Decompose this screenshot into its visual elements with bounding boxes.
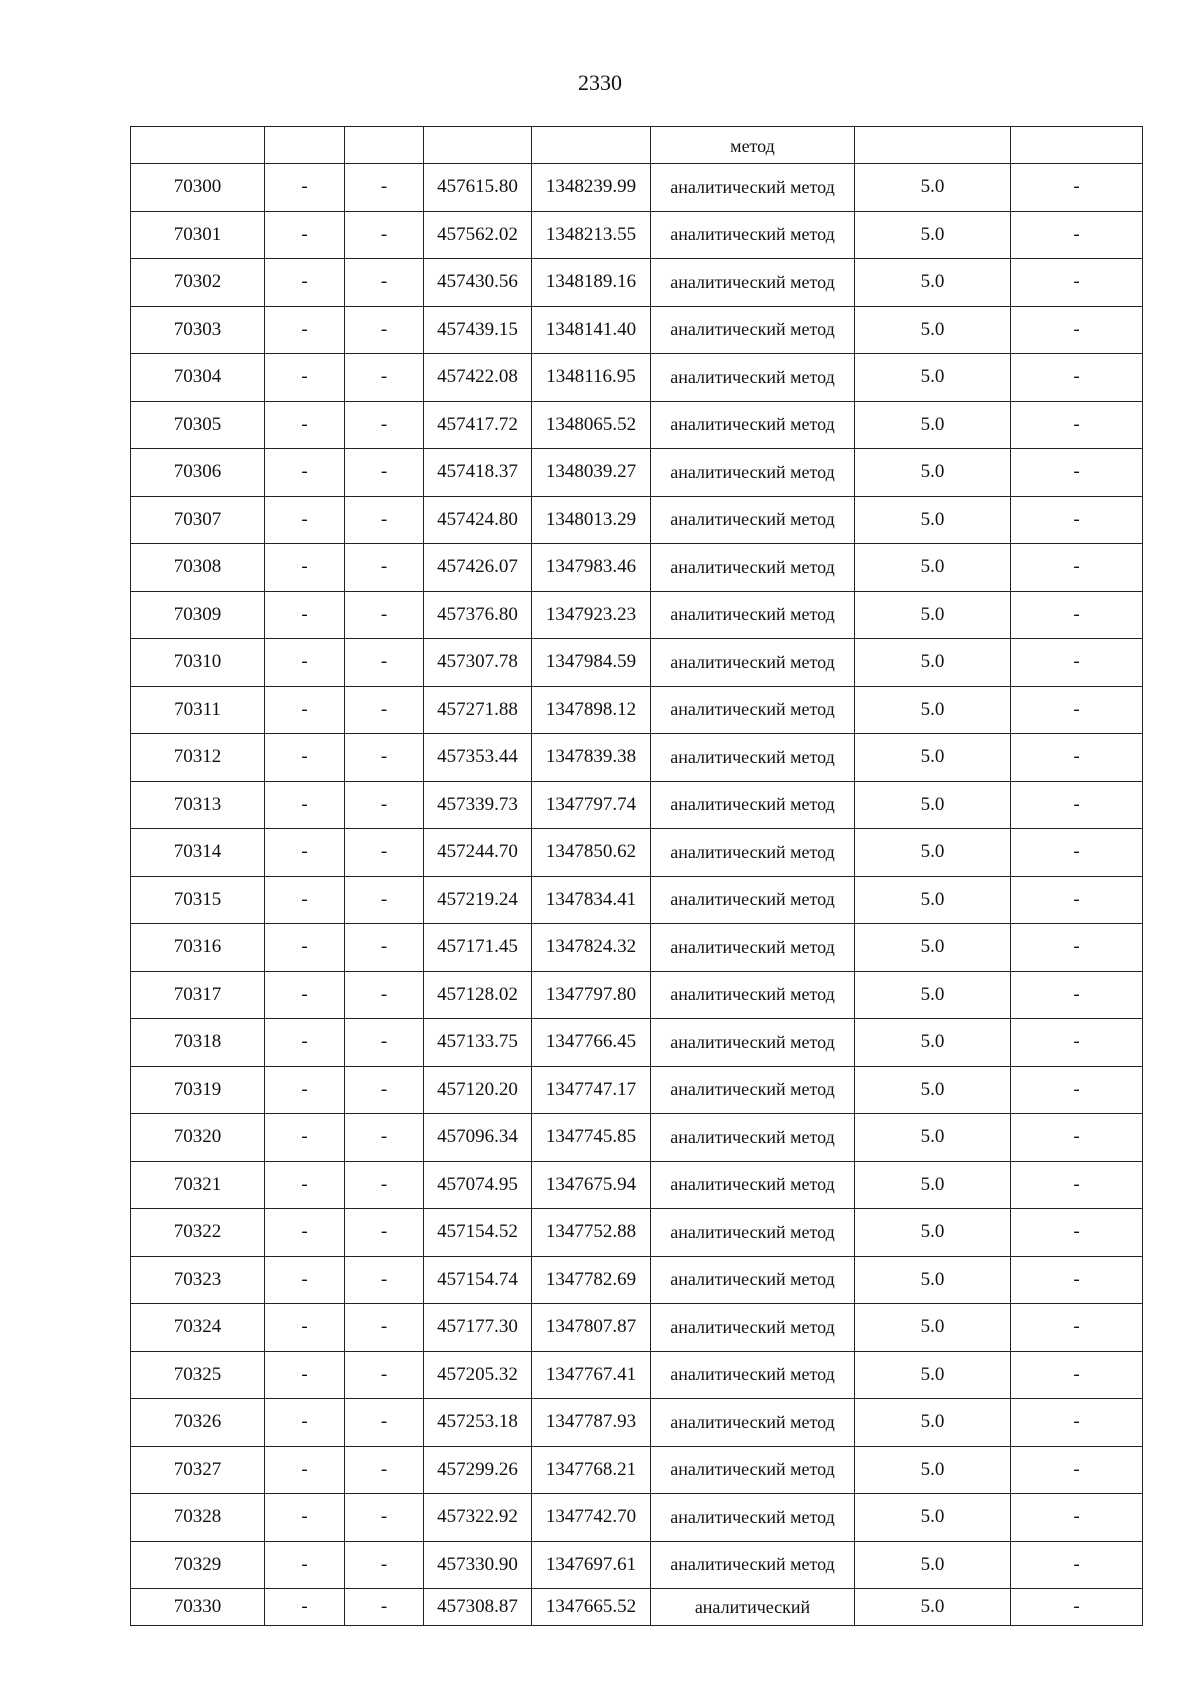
dash-cell: - [345, 1589, 424, 1626]
note-cell: - [1011, 971, 1143, 1019]
dash-cell: - [265, 876, 345, 924]
y-coordinate-cell: 1347797.74 [532, 781, 651, 829]
x-coordinate-cell: 457120.20 [424, 1066, 532, 1114]
dash-cell: - [345, 924, 424, 972]
table-cell [265, 127, 345, 164]
note-cell: - [1011, 449, 1143, 497]
table-row [131, 734, 1143, 782]
accuracy-cell: 5.0 [855, 1066, 1011, 1114]
method-cell: аналитический метод [651, 449, 855, 497]
point-number-cell: 70315 [131, 876, 265, 924]
page-number: 2330 [578, 70, 622, 95]
table-row [131, 544, 1143, 592]
accuracy-cell: 5.0 [855, 734, 1011, 782]
accuracy-cell: 5.0 [855, 1589, 1011, 1626]
x-coordinate-cell: 457133.75 [424, 1019, 532, 1067]
table-row [131, 1209, 1143, 1257]
accuracy-cell: 5.0 [855, 1209, 1011, 1257]
dash-cell: - [265, 544, 345, 592]
y-coordinate-cell: 1347747.17 [532, 1066, 651, 1114]
y-coordinate-cell: 1348141.40 [532, 306, 651, 354]
point-number-cell: 70320 [131, 1114, 265, 1162]
table-row [131, 829, 1143, 877]
dash-cell: - [265, 781, 345, 829]
accuracy-cell: 5.0 [855, 1494, 1011, 1542]
y-coordinate-cell: 1347752.88 [532, 1209, 651, 1257]
note-cell: - [1011, 1446, 1143, 1494]
method-cell: аналитический метод [651, 306, 855, 354]
method-cell: аналитический метод [651, 829, 855, 877]
point-number-cell: 70302 [131, 259, 265, 307]
accuracy-cell: 5.0 [855, 1019, 1011, 1067]
y-coordinate-cell: 1347839.38 [532, 734, 651, 782]
dash-cell: - [345, 259, 424, 307]
note-cell: - [1011, 1161, 1143, 1209]
x-coordinate-cell: 457307.78 [424, 639, 532, 687]
y-coordinate-cell: 1347797.80 [532, 971, 651, 1019]
method-cell: аналитический метод [651, 971, 855, 1019]
method-cell: аналитический метод [651, 1494, 855, 1542]
point-number-cell: 70321 [131, 1161, 265, 1209]
table-cell [424, 127, 532, 164]
point-number-cell: 70314 [131, 829, 265, 877]
note-cell: - [1011, 781, 1143, 829]
continuation-row [131, 127, 1143, 164]
dash-cell: - [345, 401, 424, 449]
table-row [131, 1399, 1143, 1447]
note-cell: - [1011, 1541, 1143, 1589]
accuracy-cell: 5.0 [855, 781, 1011, 829]
note-cell: - [1011, 354, 1143, 402]
point-number-cell: 70323 [131, 1256, 265, 1304]
method-cell: аналитический метод [651, 164, 855, 212]
point-number-cell: 70301 [131, 211, 265, 259]
y-coordinate-cell: 1347745.85 [532, 1114, 651, 1162]
note-cell: - [1011, 686, 1143, 734]
accuracy-cell: 5.0 [855, 164, 1011, 212]
y-coordinate-cell: 1348213.55 [532, 211, 651, 259]
point-number-cell: 70311 [131, 686, 265, 734]
method-cell: аналитический метод [651, 544, 855, 592]
note-cell: - [1011, 1399, 1143, 1447]
dash-cell: - [345, 1351, 424, 1399]
x-coordinate-cell: 457205.32 [424, 1351, 532, 1399]
x-coordinate-cell: 457308.87 [424, 1589, 532, 1626]
accuracy-cell: 5.0 [855, 876, 1011, 924]
accuracy-cell: 5.0 [855, 211, 1011, 259]
dash-cell: - [265, 734, 345, 782]
point-number-cell: 70317 [131, 971, 265, 1019]
point-number-cell: 70310 [131, 639, 265, 687]
dash-cell: - [345, 306, 424, 354]
x-coordinate-cell: 457171.45 [424, 924, 532, 972]
method-cell: аналитический метод [651, 1541, 855, 1589]
table-row [131, 1589, 1143, 1626]
table-row [131, 164, 1143, 212]
x-coordinate-cell: 457154.74 [424, 1256, 532, 1304]
table-row [131, 1114, 1143, 1162]
dash-cell: - [265, 259, 345, 307]
dash-cell: - [265, 639, 345, 687]
note-cell: - [1011, 496, 1143, 544]
note-cell: - [1011, 639, 1143, 687]
note-cell: - [1011, 734, 1143, 782]
note-cell: - [1011, 924, 1143, 972]
dash-cell: - [265, 164, 345, 212]
dash-cell: - [265, 591, 345, 639]
point-number-cell: 70304 [131, 354, 265, 402]
table-row [131, 496, 1143, 544]
method-cell: аналитический метод [651, 401, 855, 449]
y-coordinate-cell: 1348189.16 [532, 259, 651, 307]
x-coordinate-cell: 457074.95 [424, 1161, 532, 1209]
point-number-cell: 70303 [131, 306, 265, 354]
table-cell [345, 127, 424, 164]
accuracy-cell: 5.0 [855, 591, 1011, 639]
x-coordinate-cell: 457426.07 [424, 544, 532, 592]
x-coordinate-cell: 457330.90 [424, 1541, 532, 1589]
note-cell: - [1011, 259, 1143, 307]
table-cell [532, 127, 651, 164]
method-cell: аналитический метод [651, 1114, 855, 1162]
dash-cell: - [265, 401, 345, 449]
accuracy-cell: 5.0 [855, 1399, 1011, 1447]
point-number-cell: 70330 [131, 1589, 265, 1626]
y-coordinate-cell: 1347787.93 [532, 1399, 651, 1447]
dash-cell: - [345, 734, 424, 782]
dash-cell: - [345, 211, 424, 259]
dash-cell: - [265, 829, 345, 877]
method-cell: аналитический метод [651, 924, 855, 972]
x-coordinate-cell: 457562.02 [424, 211, 532, 259]
y-coordinate-cell: 1347665.52 [532, 1589, 651, 1626]
dash-cell: - [345, 449, 424, 497]
table-row [131, 1541, 1143, 1589]
point-number-cell: 70322 [131, 1209, 265, 1257]
note-cell: - [1011, 1494, 1143, 1542]
note-cell: - [1011, 1114, 1143, 1162]
method-cell: аналитический метод [651, 1446, 855, 1494]
method-cell: аналитический метод [651, 686, 855, 734]
table-row [131, 686, 1143, 734]
coordinates-table [130, 126, 1143, 1626]
dash-cell: - [265, 1019, 345, 1067]
x-coordinate-cell: 457271.88 [424, 686, 532, 734]
dash-cell: - [265, 354, 345, 402]
note-cell: - [1011, 544, 1143, 592]
dash-cell: - [345, 354, 424, 402]
accuracy-cell: 5.0 [855, 1161, 1011, 1209]
table-row [131, 924, 1143, 972]
dash-cell: - [265, 1114, 345, 1162]
table-row [131, 1304, 1143, 1352]
note-cell: - [1011, 1589, 1143, 1626]
table-row [131, 354, 1143, 402]
method-cell: аналитический метод [651, 734, 855, 782]
method-cell: аналитический метод [651, 259, 855, 307]
accuracy-cell: 5.0 [855, 259, 1011, 307]
table-row [131, 211, 1143, 259]
table-row [131, 259, 1143, 307]
dash-cell: - [345, 496, 424, 544]
y-coordinate-cell: 1347984.59 [532, 639, 651, 687]
table-row [131, 971, 1143, 1019]
y-coordinate-cell: 1347898.12 [532, 686, 651, 734]
method-cell: аналитический метод [651, 1304, 855, 1352]
point-number-cell: 70319 [131, 1066, 265, 1114]
table-row [131, 1066, 1143, 1114]
y-coordinate-cell: 1347807.87 [532, 1304, 651, 1352]
accuracy-cell: 5.0 [855, 1114, 1011, 1162]
x-coordinate-cell: 457299.26 [424, 1446, 532, 1494]
table-row [131, 781, 1143, 829]
point-number-cell: 70313 [131, 781, 265, 829]
table-row [131, 1019, 1143, 1067]
x-coordinate-cell: 457128.02 [424, 971, 532, 1019]
dash-cell: - [345, 639, 424, 687]
accuracy-cell: 5.0 [855, 306, 1011, 354]
note-cell: - [1011, 1351, 1143, 1399]
point-number-cell: 70307 [131, 496, 265, 544]
dash-cell: - [265, 1446, 345, 1494]
note-cell: - [1011, 306, 1143, 354]
method-continuation-text: метод [730, 136, 775, 156]
note-cell: - [1011, 591, 1143, 639]
y-coordinate-cell: 1347782.69 [532, 1256, 651, 1304]
point-number-cell: 70308 [131, 544, 265, 592]
method-cell: аналитический метод [651, 1351, 855, 1399]
accuracy-cell: 5.0 [855, 924, 1011, 972]
x-coordinate-cell: 457096.34 [424, 1114, 532, 1162]
dash-cell: - [265, 1256, 345, 1304]
dash-cell: - [265, 1589, 345, 1626]
accuracy-cell: 5.0 [855, 449, 1011, 497]
x-coordinate-cell: 457422.08 [424, 354, 532, 402]
dash-cell: - [265, 1209, 345, 1257]
method-cell: аналитический метод [651, 1209, 855, 1257]
accuracy-cell: 5.0 [855, 639, 1011, 687]
x-coordinate-cell: 457615.80 [424, 164, 532, 212]
table-row [131, 1161, 1143, 1209]
accuracy-cell: 5.0 [855, 686, 1011, 734]
table-row [131, 876, 1143, 924]
accuracy-cell: 5.0 [855, 354, 1011, 402]
table-row [131, 1446, 1143, 1494]
x-coordinate-cell: 457439.15 [424, 306, 532, 354]
table-body [131, 127, 1143, 1626]
x-coordinate-cell: 457376.80 [424, 591, 532, 639]
accuracy-cell: 5.0 [855, 401, 1011, 449]
x-coordinate-cell: 457253.18 [424, 1399, 532, 1447]
dash-cell: - [265, 924, 345, 972]
dash-cell: - [265, 971, 345, 1019]
table-row [131, 306, 1143, 354]
point-number-cell: 70325 [131, 1351, 265, 1399]
note-cell: - [1011, 876, 1143, 924]
x-coordinate-cell: 457154.52 [424, 1209, 532, 1257]
method-cell: аналитический метод [651, 1399, 855, 1447]
dash-cell: - [345, 1399, 424, 1447]
dash-cell: - [345, 971, 424, 1019]
method-cell: аналитический метод [651, 591, 855, 639]
x-coordinate-cell: 457418.37 [424, 449, 532, 497]
point-number-cell: 70306 [131, 449, 265, 497]
dash-cell: - [345, 1161, 424, 1209]
table-cell [855, 127, 1011, 164]
x-coordinate-cell: 457424.80 [424, 496, 532, 544]
y-coordinate-cell: 1347824.32 [532, 924, 651, 972]
method-cell: аналитический метод [651, 639, 855, 687]
point-number-cell: 70300 [131, 164, 265, 212]
accuracy-cell: 5.0 [855, 1351, 1011, 1399]
x-coordinate-cell: 457353.44 [424, 734, 532, 782]
dash-cell: - [345, 1494, 424, 1542]
dash-cell: - [265, 306, 345, 354]
dash-cell: - [265, 211, 345, 259]
dash-cell: - [265, 1351, 345, 1399]
dash-cell: - [345, 686, 424, 734]
table-row [131, 1256, 1143, 1304]
dash-cell: - [345, 1256, 424, 1304]
method-cell: аналитический метод [651, 1066, 855, 1114]
dash-cell: - [265, 1541, 345, 1589]
y-coordinate-cell: 1347767.41 [532, 1351, 651, 1399]
note-cell: - [1011, 1066, 1143, 1114]
dash-cell: - [265, 449, 345, 497]
accuracy-cell: 5.0 [855, 1304, 1011, 1352]
dash-cell: - [345, 1541, 424, 1589]
accuracy-cell: 5.0 [855, 1446, 1011, 1494]
y-coordinate-cell: 1347766.45 [532, 1019, 651, 1067]
y-coordinate-cell: 1348239.99 [532, 164, 651, 212]
accuracy-cell: 5.0 [855, 1541, 1011, 1589]
y-coordinate-cell: 1347923.23 [532, 591, 651, 639]
dash-cell: - [345, 781, 424, 829]
dash-cell: - [265, 686, 345, 734]
accuracy-cell: 5.0 [855, 1256, 1011, 1304]
x-coordinate-cell: 457417.72 [424, 401, 532, 449]
x-coordinate-cell: 457177.30 [424, 1304, 532, 1352]
dash-cell: - [265, 1399, 345, 1447]
y-coordinate-cell: 1348116.95 [532, 354, 651, 402]
method-cell: аналитический метод [651, 1161, 855, 1209]
point-number-cell: 70327 [131, 1446, 265, 1494]
dash-cell: - [345, 591, 424, 639]
table-row [131, 401, 1143, 449]
point-number-cell: 70326 [131, 1399, 265, 1447]
point-number-cell: 70316 [131, 924, 265, 972]
dash-cell: - [345, 1019, 424, 1067]
dash-cell: - [345, 1066, 424, 1114]
dash-cell: - [345, 1304, 424, 1352]
table-row [131, 1351, 1143, 1399]
method-cell: аналитический метод [651, 1256, 855, 1304]
y-coordinate-cell: 1347697.61 [532, 1541, 651, 1589]
point-number-cell: 70309 [131, 591, 265, 639]
method-cell: аналитический метод [651, 354, 855, 402]
method-cell: аналитический метод [651, 496, 855, 544]
method-cell [651, 127, 855, 164]
x-coordinate-cell: 457322.92 [424, 1494, 532, 1542]
dash-cell: - [345, 1446, 424, 1494]
table-cell [1011, 127, 1143, 164]
y-coordinate-cell: 1347742.70 [532, 1494, 651, 1542]
accuracy-cell: 5.0 [855, 544, 1011, 592]
accuracy-cell: 5.0 [855, 829, 1011, 877]
y-coordinate-cell: 1347850.62 [532, 829, 651, 877]
point-number-cell: 70318 [131, 1019, 265, 1067]
dash-cell: - [345, 164, 424, 212]
x-coordinate-cell: 457244.70 [424, 829, 532, 877]
method-cell: аналитический метод [651, 781, 855, 829]
method-cell: аналитический метод [651, 211, 855, 259]
x-coordinate-cell: 457339.73 [424, 781, 532, 829]
y-coordinate-cell: 1347834.41 [532, 876, 651, 924]
note-cell: - [1011, 829, 1143, 877]
dash-cell: - [265, 1494, 345, 1542]
note-cell: - [1011, 1256, 1143, 1304]
note-cell: - [1011, 211, 1143, 259]
method-cell: аналитический метод [651, 1019, 855, 1067]
dash-cell: - [265, 1066, 345, 1114]
note-cell: - [1011, 1304, 1143, 1352]
y-coordinate-cell: 1347983.46 [532, 544, 651, 592]
method-cell: аналитический [651, 1589, 855, 1626]
dash-cell: - [345, 1114, 424, 1162]
y-coordinate-cell: 1348065.52 [532, 401, 651, 449]
dash-cell: - [345, 829, 424, 877]
dash-cell: - [345, 876, 424, 924]
y-coordinate-cell: 1348039.27 [532, 449, 651, 497]
y-coordinate-cell: 1348013.29 [532, 496, 651, 544]
note-cell: - [1011, 1019, 1143, 1067]
dash-cell: - [345, 1209, 424, 1257]
note-cell: - [1011, 1209, 1143, 1257]
dash-cell: - [265, 496, 345, 544]
x-coordinate-cell: 457219.24 [424, 876, 532, 924]
y-coordinate-cell: 1347675.94 [532, 1161, 651, 1209]
x-coordinate-cell: 457430.56 [424, 259, 532, 307]
table-cell [131, 127, 265, 164]
point-number-cell: 70328 [131, 1494, 265, 1542]
dash-cell: - [265, 1304, 345, 1352]
accuracy-cell: 5.0 [855, 971, 1011, 1019]
point-number-cell: 70329 [131, 1541, 265, 1589]
table-row [131, 639, 1143, 687]
point-number-cell: 70312 [131, 734, 265, 782]
point-number-cell: 70305 [131, 401, 265, 449]
note-cell: - [1011, 164, 1143, 212]
y-coordinate-cell: 1347768.21 [532, 1446, 651, 1494]
dash-cell: - [345, 544, 424, 592]
table-row [131, 1494, 1143, 1542]
dash-cell: - [265, 1161, 345, 1209]
table-row [131, 449, 1143, 497]
note-cell: - [1011, 401, 1143, 449]
table-row [131, 591, 1143, 639]
accuracy-cell: 5.0 [855, 496, 1011, 544]
point-number-cell: 70324 [131, 1304, 265, 1352]
method-cell: аналитический метод [651, 876, 855, 924]
